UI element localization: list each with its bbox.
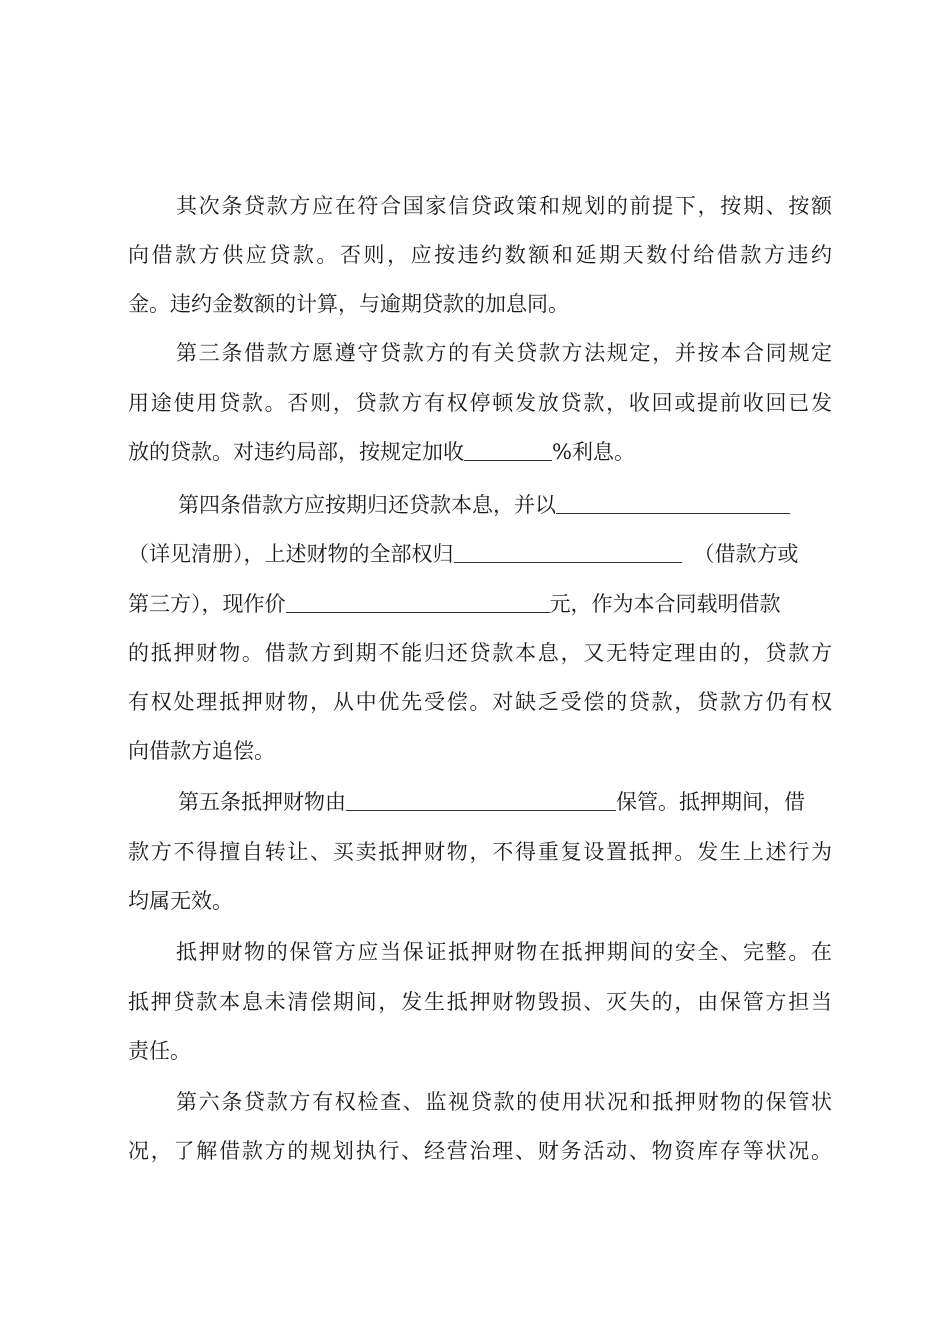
article-2-line-3: 金。违约金数额的计算，与逾期贷款的加息同。 (128, 292, 569, 316)
article-4-line-2 (128, 544, 832, 565)
article-5-line-2: 款方不得擅自转让、买卖抵押财物，不得重复设置抵押。发生上述行为 (128, 840, 832, 864)
interest-rate-blank (464, 442, 552, 461)
article-3-line-2: 用途使用贷款。否则，贷款方有权停顿发放贷款，收回或提前收回已发 (128, 391, 832, 415)
article-6-line-2: 况，了解借款方的规划执行、经营治理、财务活动、物资库存等状况。 (128, 1139, 832, 1163)
owner-blank (454, 544, 682, 563)
article-4-text-e: 元，作为本合同载明借款 (549, 592, 781, 616)
article-5-line-3: 均属无效。 (128, 889, 233, 913)
article-5-text-b: 保管。抵押期间，借 (616, 790, 805, 814)
article-2-line-1: 其次条贷款方应在符合国家信贷政策和规划的前提下，按期、按额 (176, 194, 832, 218)
collateral-blank (556, 495, 790, 514)
custody-line-2: 抵押贷款本息未清偿期间，发生抵押财物毁损、灭失的，由保管方担当 (128, 990, 832, 1014)
custody-line-3: 责任。 (128, 1039, 191, 1063)
article-5-line-1 (178, 792, 834, 813)
article-4-line-6: 向借款方追偿。 (128, 739, 275, 763)
article-3-line-3 (128, 442, 832, 463)
article-4-line-3 (128, 594, 832, 615)
article-4-text-a: 第四条借款方应按期归还贷款本息，并以 (178, 493, 556, 517)
article-3-text-b: %利息。 (552, 440, 635, 464)
article-4-line-4: 的抵押财物。借款方到期不能归还贷款本息，又无特定理由的，贷款方 (128, 641, 832, 665)
article-5-text-a: 第五条抵押财物由 (178, 790, 346, 814)
article-2-line-2: 向借款方供应贷款。否则，应按违约数额和延期天数付给借款方违约 (128, 243, 832, 267)
article-6-line-1: 第六条贷款方有权检查、监视贷款的使用状况和抵押财物的保管状 (176, 1090, 832, 1114)
article-4-line-1 (178, 495, 834, 516)
article-3-line-1: 第三条借款方愿遵守贷款方的有关贷款方法规定，并按本合同规定 (176, 341, 832, 365)
article-4-text-c: （借款方或 (693, 542, 799, 566)
valuation-blank (286, 594, 550, 613)
article-3-text-a: 放的贷款。对违约局部，按规定加收 (128, 440, 464, 464)
article-4-text-d: 第三方），现作价 (128, 592, 286, 616)
article-4-text-b: （详见清册），上述财物的全部权归 (128, 542, 454, 566)
article-4-line-5: 有权处理抵押财物，从中优先受偿。对缺乏受偿的贷款，贷款方仍有权 (128, 690, 832, 714)
custodian-blank (346, 792, 616, 811)
custody-line-1: 抵押财物的保管方应当保证抵押财物在抵押期间的安全、完整。在 (176, 940, 832, 964)
